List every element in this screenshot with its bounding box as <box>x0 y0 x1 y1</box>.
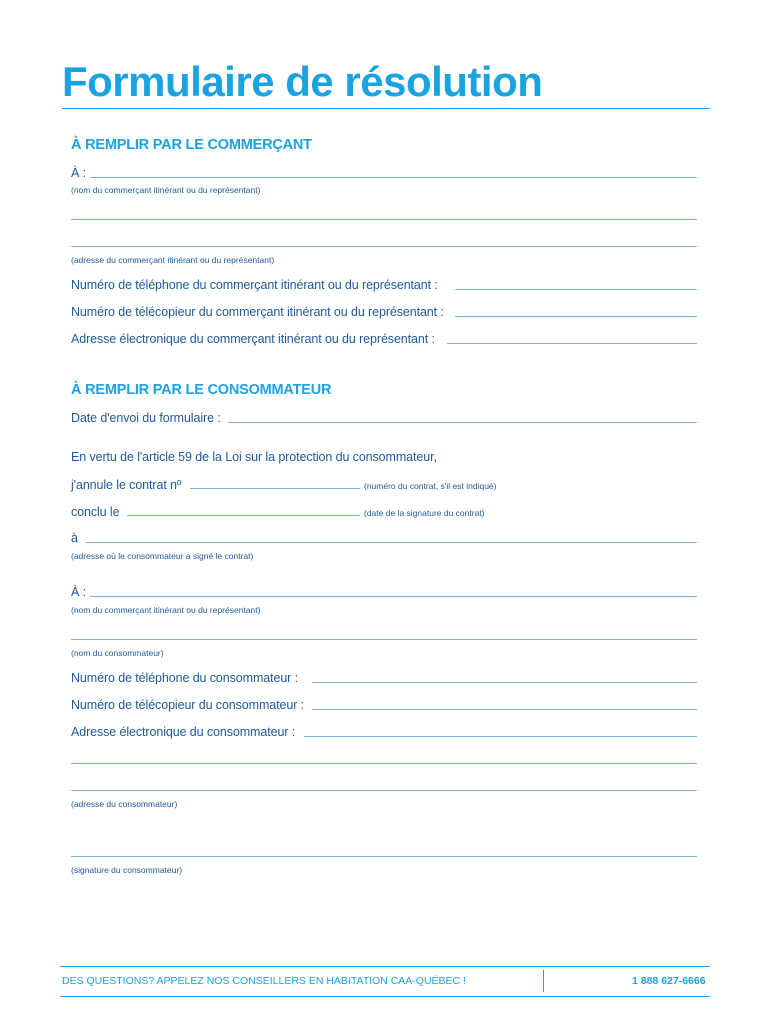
consumer-fax-label: Numéro de télécopieur du consommateur : <box>71 698 305 712</box>
send-date-label: Date d'envoi du formulaire : <box>71 411 221 425</box>
footer-question: DES QUESTIONS? APPELEZ NOS CONSEILLERS EN HABITATION CAA-QUÉBEC ! <box>62 975 466 987</box>
law-text: En vertu de l'article 59 de la Loi sur la protection du consommateur, <box>71 450 437 464</box>
consumer-phone-label: Numéro de téléphone du consommateur : <box>71 671 298 685</box>
consumer-address-field-2[interactable] <box>71 790 697 791</box>
contract-number-hint: (numéro du contrat, s'il est indiqué) <box>364 481 497 491</box>
merchant-fax-label: Numéro de télécopieur du commerçant itinérant ou du représentant : <box>71 305 444 319</box>
cancel-contract-label: j'annule le contrat nº <box>71 478 182 492</box>
signature-date-hint: (date de la signature du contrat) <box>364 508 485 518</box>
concluded-label: conclu le <box>71 505 120 519</box>
merchant-phone-field[interactable] <box>455 289 697 290</box>
merchant-to-label: À : <box>71 166 86 180</box>
consumer-section-heading: À REMPLIR PAR LE CONSOMMATEUR <box>71 382 332 398</box>
signing-address-hint: (adresse où le consommateur a signé le contrat) <box>71 551 254 561</box>
consumer-name-hint: (nom du consommateur) <box>71 648 164 658</box>
consumer-merchant-name-field[interactable] <box>90 596 697 597</box>
signing-address-field[interactable] <box>86 542 697 543</box>
merchant-fax-field[interactable] <box>455 316 697 317</box>
consumer-phone-field[interactable] <box>312 682 697 683</box>
title-divider <box>62 108 710 109</box>
consumer-address-field-1[interactable] <box>71 763 697 764</box>
consumer-fax-field[interactable] <box>312 709 697 710</box>
contract-number-field[interactable] <box>190 488 360 489</box>
footer-bottom-rule <box>60 996 710 997</box>
merchant-address-hint: (adresse du commerçant itinérant ou du représentant) <box>71 255 275 265</box>
merchant-email-label: Adresse électronique du commerçant itinérant ou du représentant : <box>71 332 435 346</box>
merchant-email-field[interactable] <box>447 343 697 344</box>
consumer-email-field[interactable] <box>304 736 697 737</box>
page-title: Formulaire de résolution <box>62 58 543 105</box>
merchant-address-field-2[interactable] <box>71 246 697 247</box>
signature-date-field[interactable] <box>127 515 360 516</box>
merchant-phone-label: Numéro de téléphone du commerçant itinérant ou du représentant : <box>71 278 438 292</box>
consumer-signature-field[interactable] <box>71 856 697 857</box>
at-label: à <box>71 531 78 545</box>
footer-top-rule <box>60 966 710 967</box>
consumer-merchant-name-hint: (nom du commerçant itinérant ou du représentant) <box>71 605 261 615</box>
merchant-address-field-1[interactable] <box>71 219 697 220</box>
consumer-signature-hint: (signature du consommateur) <box>71 865 183 875</box>
merchant-name-field[interactable] <box>90 177 697 178</box>
merchant-section-heading: À REMPLIR PAR LE COMMERÇANT <box>71 137 312 153</box>
consumer-name-field[interactable] <box>71 639 697 640</box>
consumer-to-label: À : <box>71 585 86 599</box>
consumer-email-label: Adresse électronique du consommateur : <box>71 725 296 739</box>
merchant-name-hint: (nom du commerçant itinérant ou du représentant) <box>71 185 261 195</box>
consumer-address-hint: (adresse du consommateur) <box>71 799 178 809</box>
footer-separator <box>543 970 544 992</box>
send-date-field[interactable] <box>228 422 697 423</box>
footer-phone: 1 888 627-6666 <box>632 975 706 987</box>
